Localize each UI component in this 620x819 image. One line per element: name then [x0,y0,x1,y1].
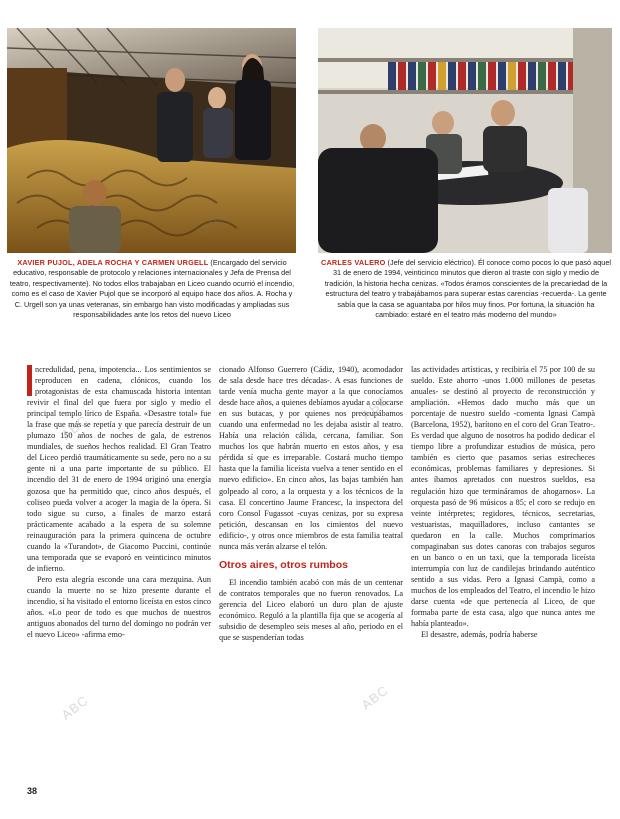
caption-right-names: CARLES VALERO [320,258,386,267]
photo-caption-left [8,258,296,320]
drop-cap-bar [27,365,32,396]
watermark: ABC [58,692,92,723]
caption-left-text: (Encargado del servicio educativo, responsable de protocolo y relaciones internacionales y Jefa de Prensa del teatro, respectivamente). No todos ellos trabajaban en Liceo cuando ocurrió el incendio, como es el caso de Xavier Pujol que se incorporó al equipo hace dos años. A. Rocha y C. Urgell son ya unas veteranas, sin embargo han visto modificadas y ampliadas sus responsabilidades ante los retos del nuevo Liceo [9,258,295,320]
article-column-1 [27,364,211,640]
photo-electric-service-image [318,28,612,253]
paragraph: las actividades artísticas, y recibiría el 75 por 100 de su sueldo. Este ahorro -unos 1.000 millones de pesetas anuales- se destinó al proyecto de reconstrucción y ampliación. «Hemos dado mucho más que un porcentaje de nuestro sueldo -comenta Ignasi Campà (Barcelona, 1952), barítono en el coro del Gran Teatro-. Es verdad que alguno de nosotros ha podido dedicar el tiempo libre a profundizar estudios de música, pero también es cierto que pasamos serias estrecheces económicas, problemas familiares y depresiones. Si antes íbamos apretados con nuestros sueldos, esa regulación hizo que termináramos de ahogarnos». La orquesta pasó de 96 músicos a 85; el coro se redujo en veinte intérpretes; regidores, técnicos, secretarias, vestuaristas, maquilladores, incluso cantantes se quedaron en la calle. Muchos comprimarios compaginaban sus dotes canoras con trabajos seguros en un banco o en un taxi, que la temporada liceísta interrumpía con luz de candilejas brindando auténtico sentido a sus vidas. Pero a Ignasi Campà, como a muchos de los empleados del Teatro, el incendio le hizo darse cuenta «de que pertenecía al Liceo, de que formaba parte de esta casa, algo que nunca antes me había planteado». [411,365,595,629]
page-number: 38 [27,786,38,796]
paragraph: cionado Alfonso Guerrero (Cádiz, 1940), acomodador de sala desde hace tres décadas-. A esas funciones de tarde venía mucha gente mayor a la que conocíamos desde hace años, a quienes debíamos ayudar a colocarse en sus butacas, y por quienes nos preocupábamos cuando una enfermedad no les dejaba asistir al teatro. Había una relación cálida, cercana, familiar. Son muchos los que habrán muerto en estos años, y esa pérdida sí que es irreparable. Costará mucho tiempo hasta que la familia liceísta vuelva a tener sentido en el nuevo edificio». En cinco años, las bajas también han golpeado al coro, a la orquesta y a los técnicos de la casa. El concertino Jaume Francesc, la inspectora del coro Consol Fugassot -cuyas cenizas, por su expresa petición, descansan en los cimientos del nuevo edificio-, y otros once miembros de esta familia teatral nunca más verán alzarse el telón. [219,365,403,551]
paragraph: El desastre, además, podría haberse [421,630,538,640]
article-column-3 [411,364,595,640]
photo-theatre-staff-image [7,28,296,253]
photo-caption-right [320,258,612,320]
section-subheading: Otros aires, otros rumbos [219,558,348,571]
watermark: ABC [358,682,392,713]
paragraph: Pero esta alegría esconde una cara mezquina. Aun cuando la muerte no se hizo presente durante el incendio, sí ha visitado el entorno liceísta en estos cinco años. «Lo peor de todo es que muchos de nuestros antiguos abonados del turno del domingo no podrán ver el nuevo Liceo» -afirma emo- [27,574,211,640]
photo-electric-service [318,28,612,253]
caption-right-text: (Jefe del servicio eléctrico). Él conoce como pocos lo que pasó aquel 31 de enero de 1994, veinticinco minutos que dieron al traste con siglo y medio de tradición, la historia hecha cenizas. «Todos éramos conscientes de la precariedad de la estructura del teatro y trabajábamos para superar estas carencias -recuerda-. La gente sabía que la casa se aguantaba por hilos muy finos. Por fortuna, la situación ha cambiado: estaré en el teatro más moderno del mundo» [324,258,612,320]
photo-theatre-staff [7,28,296,253]
watermark: ABC [198,207,232,238]
paragraph: El incendio también acabó con más de un centenar de contratos temporales que no fueron renovados. La gerencia del Liceo elaboró un duro plan de ajuste económico. Reguló a la plantilla fija que se acogería al subsidio de desempleo seis meses al año, periodo en el que se suspenderían todas [219,577,403,643]
caption-left-names: XAVIER PUJOL, ADELA ROCHA Y CARMEN URGELL [17,258,209,267]
watermark: ABC [358,392,392,423]
watermark: ABC [58,412,92,443]
paragraph: ncredulidad, pena, impotencia... Los sentimientos se reproducen en cadena, clónicos, cuando los protagonistas de esta chamuscada historia intentan revivir el final del que fuera por siglo y medio el principal templo lírico de España. «Desastre total» fue la frase que más se repetía y que parecía destruir de un plumazo 150 años de noches de gala, de estrenos mundiales, de sueños hechos realidad. El Gran Teatro del Liceo perdió traumáticamente su sede, pero no a su gente ni a una parte importante de su público. El incendio del 31 de enero de 1994 originó una energía gozosa que ha permitido que, cinco años después, el coliseo pueda volver a acoger la magia de la ópera. Si todo sigue su curso, a finales de marzo estará prácticamente acabado a la espera de su solemne reinauguración para la primera quincena de octubre cuando la «Turandot», de Giacomo Puccini, continúe una temporada que se evaporó en veinticinco minutos de infierno. [27,365,211,573]
